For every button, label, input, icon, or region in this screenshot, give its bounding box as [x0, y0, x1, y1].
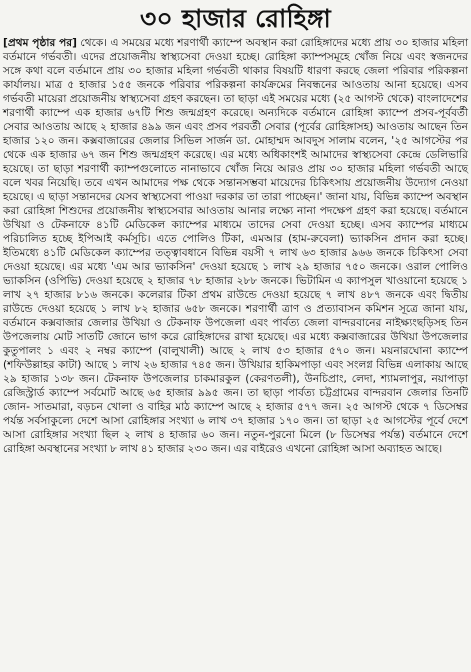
article-body: [3, 36, 468, 456]
headline: ৩০ হাজার রোহিঙ্গা: [140, 4, 331, 33]
continued-from-front-page-label: [প্রথম পৃষ্ঠার পর]: [3, 37, 77, 49]
article-body-text: থেকে। এ সময়ের মধ্যে শরণার্থী ক্যাম্পে অবস্থান করা রোহিঙ্গাদের মধ্যে প্রায় ৩০ হাজার মহিলা বর্তমানে গর্ভবতী। এদের প্রয়োজনীয় স্বাস্থ্যসেবা দেওয়া হচ্ছে। রোহিঙ্গা ক্যাম্পসমূহে খোঁজ নিয়ে এবং স্বজনদের সঙ্গে কথা বলে বর্তমানে প্রায় ৩০ হাজার মহিলা গর্ভবতী থাকার বিষয়টি ধারণা করছে জেলা পরিবার পরিকল্পনা কার্যালয়। মাত্র ৫ হাজার ১৫৫ জনকে পরিবার পরিকল্পনা কার্যক্রমের নিবন্ধনের আওতায় আনা হয়েছে। এসব গর্ভবতী মায়েরা প্রয়োজনীয় স্বাস্থ্যসেবা গ্রহণ করছেন। তা ছাড়া এই সময়ের মধ্যে (২৫ আগস্ট থেকে) বাংলাদেশের শরণার্থী ক্যাম্পে এক হাজার ৬৭টি শিশু জন্মগ্রহণ করেছে। অন্যদিকে বর্তমানে রোহিঙ্গা ক্যাম্পে প্রসব-পূর্ববর্তী সেবার আওতায় আছে ২ হাজার ৪৯৯ জন এবং প্রসব পরবর্তী সেবার (পূর্বের রোহিঙ্গাসহ) আওতায় আছেন তিন হাজার ১২০ জন। কক্সবাজারের জেলার সিভিল সার্জন ডা. মোহাম্মদ আবদুস সালাম বলেন, '২৫ আগস্টের পর থেকে এক হাজার ৬৭ জন শিশু জন্মগ্রহণ করেছে। এর মধ্যে অধিকাংশই আমাদের স্বাস্থ্যসেবা কেন্দ্রে ডেলিভারি হয়েছে। তা ছাড়া শরণার্থী ক্যাম্পগুলোতে নানাভাবে খোঁজ নিয়ে আরও প্রায় ৩০ হাজার মহিলা গর্ভবতী আছে বলে খবর নিয়েছি। তবে এখন আমাদের পক্ষ থেকে সন্তানসম্ভবা মায়েদের চিকিৎসায় প্রয়োজনীয় উদ্যোগ নেওয়া হয়েছে। এ ছাড়া সন্তানদের যেসব স্বাস্থ্যসেবা পাওয়া দরকার তা তারা পাচ্ছেন।' জানা যায়, বিভিন্ন ক্যাম্পে অবস্থান করা রোহিঙ্গা শিশুদের প্রয়োজনীয় স্বাস্থ্যসেবার আওতায় আনার লক্ষ্যে নানা পদক্ষেপ গ্রহণ করা হয়েছে। বর্তমানে উখিয়া ও টেকনাফে ৪১টি মেডিকেল ক্যাম্পের মাধ্যমে তাদের সেবা দেওয়া হচ্ছে। এসব ক্যাম্পের মাধ্যমে পরিচালিত হচ্ছে ইপিআই কর্মসূচি। এতে পোলিও টিকা, এমআর (হাম-রুবেলা) ভ্যাকসিন প্রদান করা হচ্ছে। ইতিমধ্যে ৪১টি মেডিকেল ক্যাম্পের তত্ত্বাবধানে বিভিন্ন বয়সী ৭ লাখ ৬৩ হাজার ৯৬৬ জনকে চিকিৎসা সেবা দেওয়া হয়েছে। এর মধ্যে 'এম আর ভ্যাকসিন' দেওয়া হয়েছে ১ লাখ ২৯ হাজার ৭৫০ জনকে। ওরাল পোলিও ভ্যাকসিন (ওপিভি) দেওয়া হয়েছে ২ হাজার ৭৮ হাজার ২৮৮ জনকে। ভিটামিন এ ক্যাপসুল খাওয়ানো হয়েছে ১ লাখ ২৭ হাজার ৮১৬ জনকে। কলেরার টিকা প্রথম রাউন্ডে দেওয়া হয়েছে ৭ লাখ ৪৮৭ জনকে এবং দ্বিতীয় রাউন্ডে দেওয়া হয়েছে ১ লাখ ৮২ হাজার ৬৫৮ জনকে। শরণার্থী ত্রাণ ও প্রত্যাবাসন কমিশন সূত্রে জানা যায়, বর্তমানে কক্সবাজার জেলার উখিয়া ও টেকনাফ উপজেলা এবং পার্বত্য জেলা বান্দরবানের নাইক্ষ্যংছড়িসহ তিন উপজেলায় মোট সাতটি জোনে ভাগ করে রোহিঙ্গাদের রাখা হয়েছে। এর মধ্যে কক্সবাজারের উখিয়া উপজেলার কুতুপালং ১ এবং ২ নম্বর ক্যাম্পে (বালুখালী) আছে ২ লাখ ৫৩ হাজার ৫৭০ জন। ময়নারঘোনা ক্যাম্পে (শফিউল্লাহর কাটা) আছে ১ লাখ ২৬ হাজার ৭৪৫ জন। উখিয়ার হাকিমপাড়া এবং সংলগ্ন বিভিন্ন এলাকায় আছে ২৯ হাজার ১৩৮ জন। টেকনাফ উপজেলার চাকমারকুল (কেরণতলী), উনচিপ্রাং, লেদা, শ্যামলাপুর, নয়াপাড়া রেজিস্ট্রার্ড ক্যাম্পে সর্বমোট আছে ৬৫ হাজার ৯৯৫ জন। তা ছাড়া পার্বত্য চট্টগ্রামের বান্দরবান জেলার তিনটি জোন- সাতমারা, বড়চন খোলা ও বাহির মাঠ ক্যাম্পে আছে ২ হাজার ৫৭৭ জন। ২৫ আগস্ট থেকে ৭ ডিসেম্বর পর্যন্ত সর্বসাকুল্যে দেশে আসা রোহিঙ্গার সংখ্যা ৬ লাখ ৩৭ হাজার ১৭০ জন। তা ছাড়া ২৫ আগস্টের পূর্বে দেশে আসা রোহিঙ্গার সংখ্যা ছিল ২ লাখ ৪ হাজার ৬০ জন। নতুন-পুরনো মিলে (৮ ডিসেম্বর পর্যন্ত) বর্তমানে দেশে রোহিঙ্গা অবস্থানের সংখ্যা ৮ লাখ ৪১ হাজার ২৩০ জন। এর বাইরেও এখনো রোহিঙ্গা আসা অব্যাহত আছে।: [3, 37, 469, 455]
